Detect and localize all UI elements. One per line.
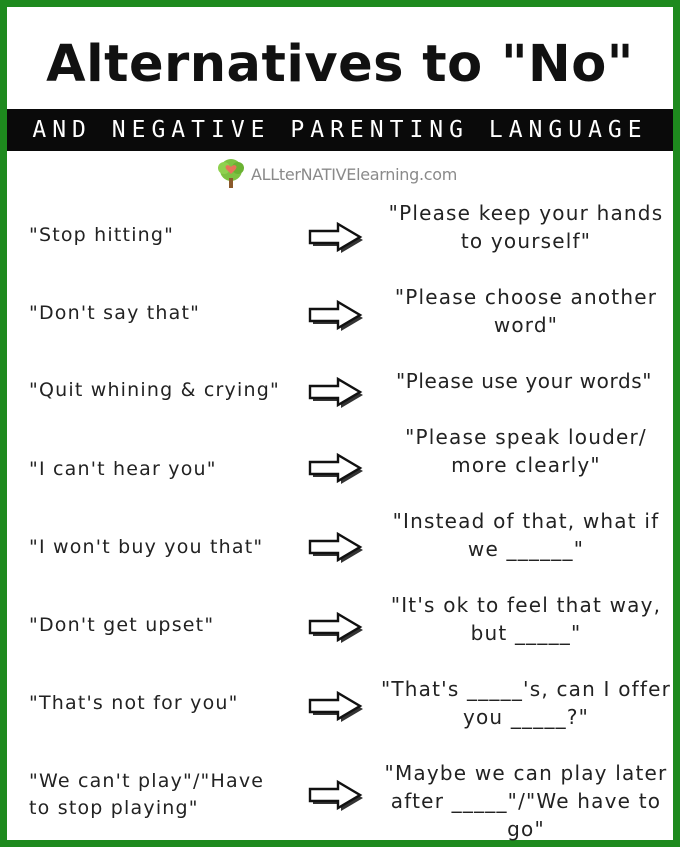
subtitle-banner: AND NEGATIVE PARENTING LANGUAGE	[7, 109, 673, 151]
logo-text: ALLterNATIVElearning.com	[251, 164, 458, 184]
site-logo	[215, 157, 457, 191]
right-arrow-icon	[304, 299, 366, 331]
tree-heart-icon	[215, 158, 247, 190]
right-arrow-icon	[304, 690, 366, 722]
page-title: Alternatives to "No"	[46, 35, 634, 94]
right-arrow-icon	[304, 376, 366, 408]
right-arrow-icon	[304, 221, 366, 253]
alternative-phrase: "Maybe we can play later after _____"/"We have to go"	[384, 761, 668, 841]
negative-phrase: "I can't hear you"	[29, 458, 217, 480]
negative-phrase: "Don't say that"	[29, 302, 201, 324]
negative-phrase: "Quit whining & crying"	[29, 379, 280, 401]
negative-phrase: "I won't buy you that"	[29, 536, 264, 558]
alternative-phrase: "Please use your words"	[395, 369, 653, 393]
right-arrow-icon	[304, 452, 366, 484]
negative-phrase: "We can't play"/"Have to stop playing"	[29, 770, 265, 819]
alternative-phrase: "It's ok to feel that way, but _____"	[390, 593, 662, 645]
negative-phrase: "Stop hitting"	[29, 224, 175, 246]
negative-phrase: "Don't get upset"	[29, 614, 215, 636]
right-arrow-icon	[304, 779, 366, 811]
negative-phrase: "That's not for you"	[29, 692, 239, 714]
alternative-phrase: "Instead of that, what if we ______"	[392, 509, 660, 561]
alternative-phrase: "Please keep your hands to yourself"	[388, 201, 664, 253]
alternative-phrase: "Please speak louder/ more clearly"	[405, 425, 647, 477]
alternative-phrase: "Please choose another word"	[394, 285, 658, 337]
right-arrow-icon	[304, 611, 366, 643]
alternative-phrase: "That's _____'s, can I offer you _____?"	[380, 677, 672, 729]
right-arrow-icon	[304, 531, 366, 563]
